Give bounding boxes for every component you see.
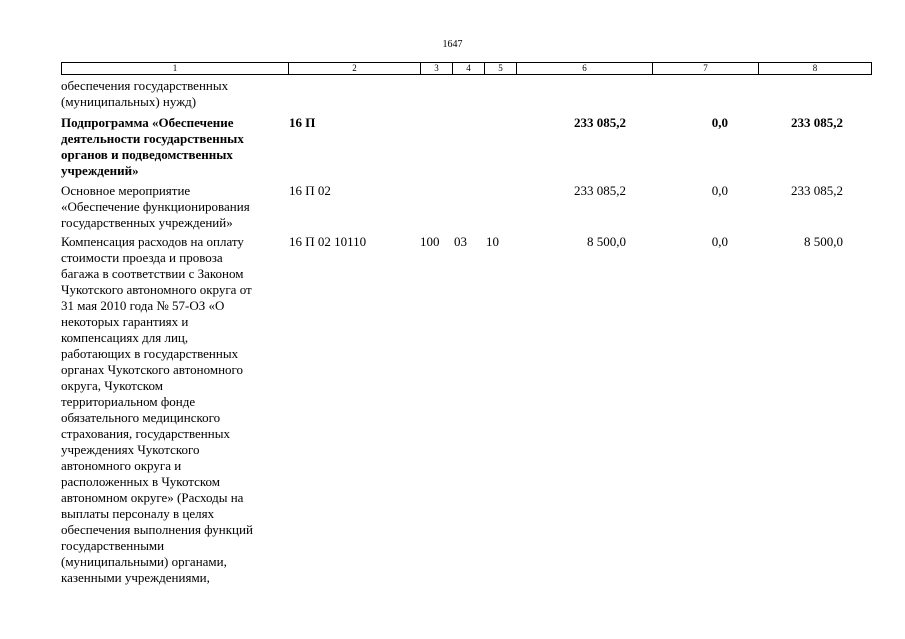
column-header-1: 1 (62, 63, 289, 75)
page-number: 1647 (442, 39, 463, 50)
table-row-2-value-7: 0,0 (711, 183, 728, 198)
table-row-0-name: обеспечения государственных (муниципальных) нужд) (61, 78, 229, 109)
table-row-3-value-7: 0,0 (711, 234, 728, 249)
column-header-7: 7 (653, 63, 759, 75)
table-row-2-name: Основное мероприятие «Обеспечение функционирования государственных учреждений» (61, 183, 250, 230)
table-row-3-col-5: 10 (486, 234, 499, 249)
table-row-3-value-6: 8 500,0 (587, 234, 626, 249)
table-row-2-code: 16 П 02 (289, 183, 331, 198)
column-header-table (61, 62, 872, 75)
column-header-4: 4 (453, 63, 485, 75)
column-header-6: 6 (517, 63, 653, 75)
table-row-3-code: 16 П 02 10110 (289, 234, 367, 249)
table-row-2-value-8: 233 085,2 (791, 183, 843, 198)
table-row-1-value-6: 233 085,2 (574, 115, 626, 130)
column-header-row (62, 63, 872, 75)
column-header-5: 5 (485, 63, 517, 75)
column-header-2: 2 (289, 63, 421, 75)
table-row-3-col-3: 100 (420, 234, 440, 249)
table-row-1-code: 16 П (289, 115, 316, 130)
table-row-1-value-7: 0,0 (711, 115, 728, 130)
table-row-2-value-6: 233 085,2 (574, 183, 626, 198)
column-header-3: 3 (421, 63, 453, 75)
table-row-3-col-4: 03 (454, 234, 467, 249)
table-row-1-name: Подпрограмма «Обеспечение деятельности государственных органов и подведомственных учреждений» (61, 115, 244, 178)
table-row-3-name: Компенсация расходов на оплату стоимости проезда и провоза багажа в соответствии с Законом Чукотского автономного округа от 31 мая 2010 года № 57-ОЗ «О некоторых гарантиях и компенсациях для лиц, работающих в государственных органах Чукотского автономного округа, Чукотском территориальном фонде обязательного медицинского страхования, государственных учреждениях Чукотского автономного округа и расположенных в Чукотском автономном округе» (Расходы на выплаты персоналу в целях обеспечения выполнения функций государственными (муниципальными) органами, казенными учреждениями, (61, 234, 253, 585)
table-row-1-value-8: 233 085,2 (791, 115, 843, 130)
table-row-3-value-8: 8 500,0 (804, 234, 843, 249)
column-header-8: 8 (759, 63, 872, 75)
